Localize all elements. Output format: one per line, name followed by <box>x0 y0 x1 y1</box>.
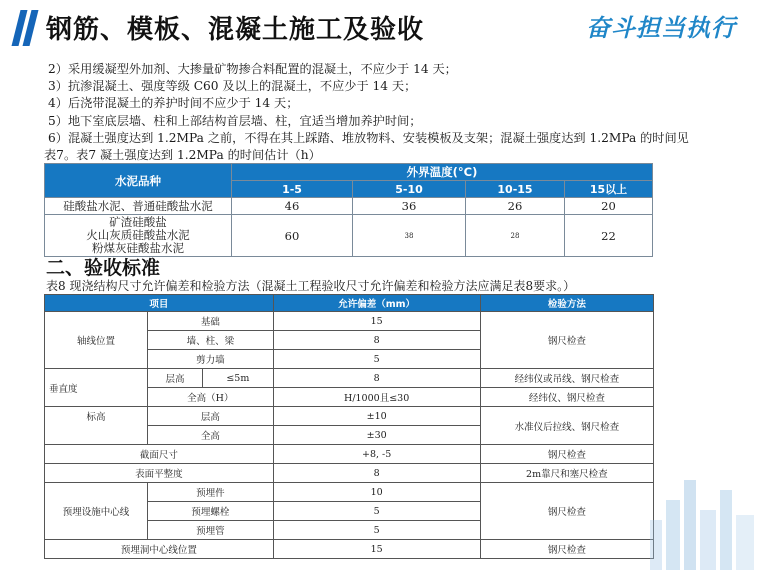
cell: 15 <box>273 540 480 559</box>
cell: 预埋件 <box>148 483 274 502</box>
cell: 轴线位置 <box>45 312 148 369</box>
temp-1-5: 1-5 <box>232 181 353 198</box>
table-row <box>45 215 653 257</box>
paragraph: 2）采用缓凝型外加剂、大掺量矿物掺合料配置的混凝土，不应少于 14 天； <box>48 62 457 76</box>
col-ambient-temp: 外界温度(°C) <box>232 164 653 181</box>
cell: 墙、柱、梁 <box>148 331 274 350</box>
slogan-logo: 奋斗担当执行 <box>586 13 736 42</box>
col-tolerance: 允许偏差（mm） <box>273 295 480 312</box>
paragraph: 6）混凝土强度达到 1.2MPa 之前，不得在其上踩踏、堆放物料、安装模板及支架；混凝土强度达到 1.2MPa 的时间见 <box>48 130 689 145</box>
table-row <box>45 483 654 502</box>
cell: 46 <box>232 198 353 215</box>
cell: 基础 <box>148 312 274 331</box>
cell: 28 <box>466 215 565 257</box>
table-7-strength-time <box>44 163 653 257</box>
cement-name-group <box>45 215 232 257</box>
cell: 8 <box>273 464 480 483</box>
cell: 20 <box>565 198 653 215</box>
paragraph: 3）抗渗混凝土、强度等级 C60 及以上的混凝土，不应少于 14 天； <box>48 79 417 94</box>
cell: +8, -5 <box>273 445 480 464</box>
cell: 预埋管 <box>148 521 274 540</box>
cell: 38 <box>353 215 466 257</box>
cell: 60 <box>232 215 353 257</box>
cell: 水准仪后拉线、钢尺检查 <box>480 407 653 445</box>
temp-5-10: 5-10 <box>353 181 466 198</box>
table7-caption: 表7。表7 凝土强度达到 1.2MPa 的时间估计（h） <box>44 148 321 163</box>
cell: 26 <box>466 198 565 215</box>
cell: 钢尺检查 <box>480 312 653 369</box>
cell: 全高 <box>148 426 274 445</box>
table-row <box>45 407 654 426</box>
table-row <box>45 445 654 464</box>
temp-15-plus: 15以上 <box>565 181 653 198</box>
cell: 经纬仪、钢尺检查 <box>480 388 653 407</box>
cell: 截面尺寸 <box>45 445 274 464</box>
cell: H/1000且≤30 <box>273 388 480 407</box>
cell: 15 <box>273 312 480 331</box>
cell: ≤5m <box>203 369 274 388</box>
section-heading: 二、验收标准 <box>46 257 161 279</box>
cement-name: 粉煤灰硅酸盐水泥 <box>92 241 184 255</box>
cell: 表面平整度 <box>45 464 274 483</box>
table-row <box>45 312 654 331</box>
cell: 预埋设施中心线 <box>45 483 148 540</box>
page-header <box>0 0 760 58</box>
cement-name: 火山灰质硅酸盐水泥 <box>86 228 190 242</box>
cell: 8 <box>273 369 480 388</box>
col-cement-type: 水泥品种 <box>45 164 232 198</box>
table-row <box>45 198 653 215</box>
cell: 预埋螺栓 <box>148 502 274 521</box>
cell: 全高（H） <box>148 388 274 407</box>
col-method: 检验方法 <box>480 295 653 312</box>
temp-10-15: 10-15 <box>466 181 565 198</box>
page-title: 钢筋、模板、混凝土施工及验收 <box>46 15 425 45</box>
cell: 层高 <box>148 369 203 388</box>
curing-requirements <box>44 61 748 164</box>
cell: 5 <box>273 502 480 521</box>
cell: 36 <box>353 198 466 215</box>
title-accent-bars <box>14 10 36 46</box>
paragraph: 4）后浇带混凝土的养护时间不应少于 14 天； <box>48 96 299 111</box>
cell: 22 <box>565 215 653 257</box>
cell: ±30 <box>273 426 480 445</box>
cell: 2m靠尺和塞尺检查 <box>480 464 653 483</box>
cell: 剪力墙 <box>148 350 274 369</box>
cell: ±10 <box>273 407 480 426</box>
col-item: 项目 <box>45 295 274 312</box>
table8-caption: 表8 现浇结构尺寸允许偏差和检验方法（混凝土工程验收尺寸允许偏差和检验方法应满足表8要求。） <box>46 279 576 293</box>
table-row <box>45 369 654 388</box>
paragraph: 5）地下室底层墙、柱和上部结构首层墙、柱，宜适当增加养护时间； <box>48 113 422 128</box>
cement-name: 矿渣硅酸盐 <box>109 215 167 229</box>
cell: 层高 <box>148 407 274 426</box>
cell: 垂直度 <box>45 369 148 407</box>
cell: 8 <box>273 331 480 350</box>
cell: 钢尺检查 <box>480 445 653 464</box>
cell: 经纬仪或吊线、钢尺检查 <box>480 369 653 388</box>
cement-name: 硅酸盐水泥、普通硅酸盐水泥 <box>45 198 232 215</box>
city-skyline-decoration <box>640 460 760 570</box>
cell: 5 <box>273 350 480 369</box>
cell: 5 <box>273 521 480 540</box>
table-8-tolerances <box>44 294 654 559</box>
cell: 预埋洞中心线位置 <box>45 540 274 559</box>
cell: 钢尺检查 <box>480 483 653 540</box>
cell: 钢尺检查 <box>480 540 653 559</box>
cell: 标高 <box>45 407 148 445</box>
table-row <box>45 540 654 559</box>
table-row <box>45 464 654 483</box>
cell: 10 <box>273 483 480 502</box>
